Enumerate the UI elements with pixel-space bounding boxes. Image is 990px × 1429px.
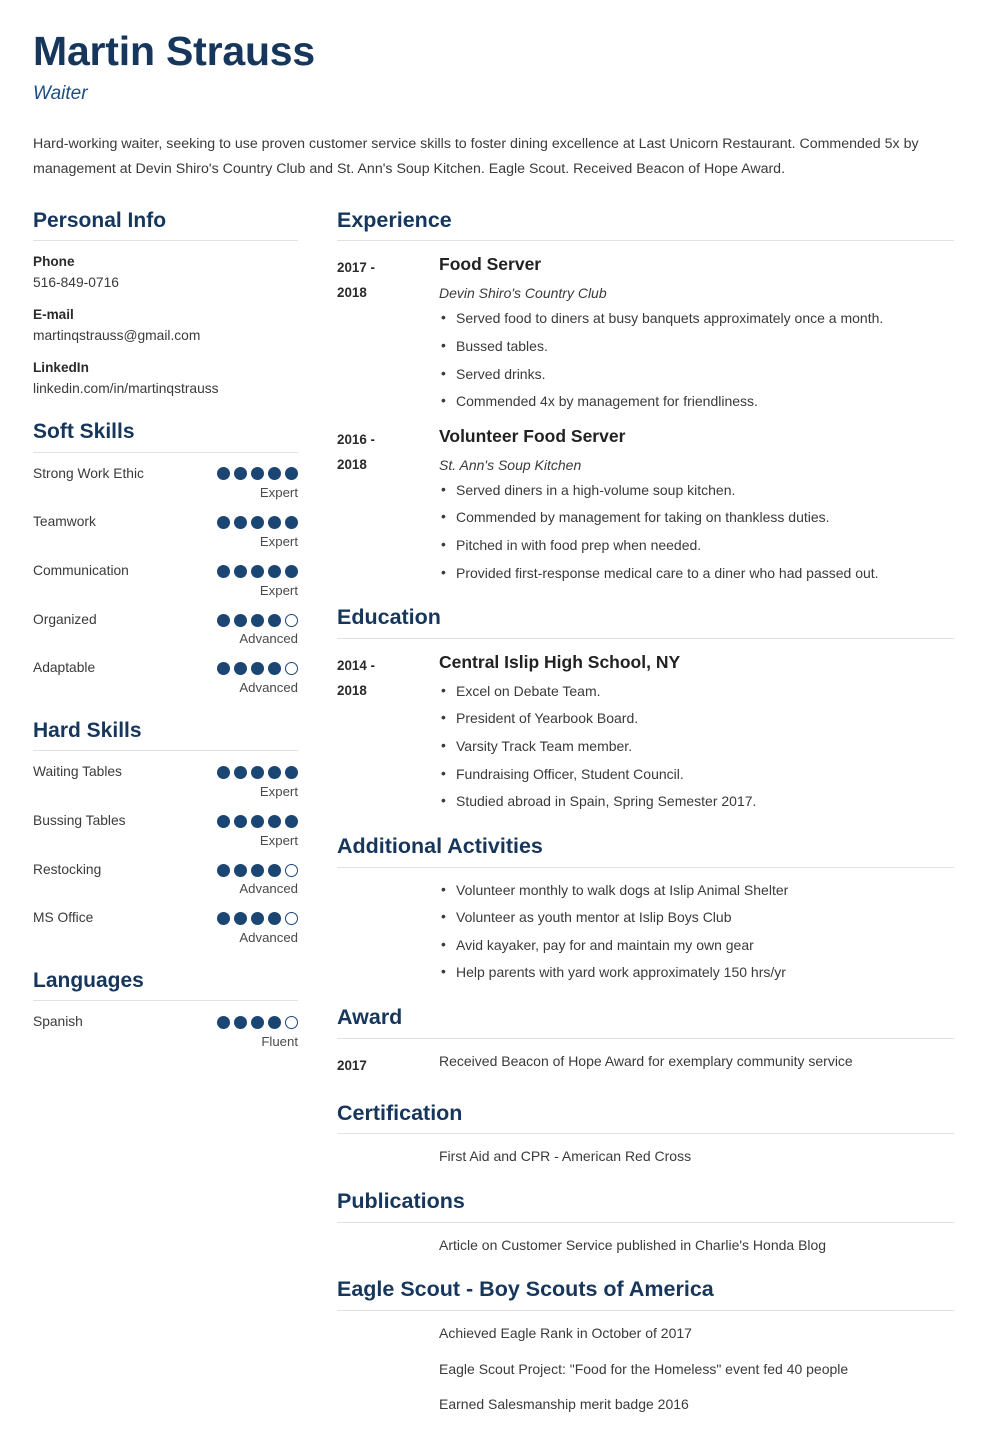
section-languages <box>33 968 298 1050</box>
rating-dot-filled <box>251 467 264 480</box>
skill-label: Waiting Tables <box>33 764 122 780</box>
education-entries <box>337 652 954 812</box>
personal-info-field-phone <box>33 254 298 292</box>
resume-entry <box>337 652 954 812</box>
skill-row-top <box>33 910 298 927</box>
bullet-item: • Fundraising Officer, Student Council. <box>439 765 954 785</box>
section-title-personal-info: Personal Info <box>33 208 167 232</box>
skill-label: Spanish <box>33 1014 83 1030</box>
bullet-item: • Volunteer as youth mentor at Islip Boys Club <box>439 908 954 928</box>
skill-row <box>33 1014 298 1050</box>
skill-label: Adaptable <box>33 660 96 676</box>
rating-dot-filled <box>285 516 298 529</box>
bullet-item: • Commended by management for taking on thankless duties. <box>439 508 954 528</box>
field-value-phone: 516-849-0716 <box>33 274 119 290</box>
rating-dot-filled <box>217 565 230 578</box>
resume-header <box>33 30 954 182</box>
rating-dot-filled <box>251 815 264 828</box>
resume-entry <box>337 254 954 411</box>
entry-date-part: 2018 <box>337 285 367 301</box>
skill-rating-dots <box>217 1016 298 1029</box>
skill-row-top <box>33 813 298 830</box>
entry-content <box>439 426 954 583</box>
skill-label: Restocking <box>33 861 102 877</box>
rating-dot-filled <box>217 864 230 877</box>
section-divider <box>337 1038 954 1039</box>
bullet-item: • Pitched in with food prep when needed. <box>439 536 954 556</box>
section-eagle-scout <box>337 1277 954 1415</box>
skill-row-top <box>33 563 298 580</box>
rating-dot-filled <box>234 1016 247 1029</box>
entry-bullets <box>439 682 954 812</box>
skill-rating-dots <box>217 766 298 779</box>
main-column <box>337 208 954 1429</box>
skill-label: MS Office <box>33 910 94 926</box>
section-soft-skills <box>33 419 298 696</box>
skill-row-top <box>33 764 298 781</box>
skill-rating-dots <box>217 467 298 480</box>
entry-content <box>439 652 954 812</box>
skill-label: Strong Work Ethic <box>33 465 144 481</box>
skill-level-label: Advanced <box>239 930 298 946</box>
skill-label: Bussing Tables <box>33 813 126 829</box>
activities-entry <box>337 881 954 983</box>
rating-dot-empty <box>285 912 298 925</box>
rating-dot-filled <box>268 662 281 675</box>
rating-dot-filled <box>251 912 264 925</box>
candidate-name: Martin Strauss <box>33 28 315 74</box>
entry-content <box>439 881 954 983</box>
entry-organization: St. Ann's Soup Kitchen <box>439 456 582 473</box>
section-personal-info <box>33 208 298 398</box>
rating-dot-filled <box>217 467 230 480</box>
section-hard-skills <box>33 718 298 946</box>
skill-row <box>33 660 298 696</box>
skill-rating-dots <box>217 815 298 828</box>
entry-date-part: 2014 - <box>337 658 375 673</box>
rating-dot-filled <box>217 766 230 779</box>
entry-role-title: Central Islip High School, NY <box>439 652 681 672</box>
skill-rating-dots <box>217 864 298 877</box>
section-certification <box>337 1101 954 1167</box>
rating-dot-filled <box>268 912 281 925</box>
bullet-item: • Served food to diners at busy banquets approximately once a month. <box>439 309 954 329</box>
skill-rating-dots <box>217 565 298 578</box>
bullet-item: • Studied abroad in Spain, Spring Semester 2017. <box>439 792 954 812</box>
skill-label: Communication <box>33 563 129 579</box>
bullet-item: • Varsity Track Team member. <box>439 737 954 757</box>
entry-content <box>439 1236 954 1256</box>
resume-summary: Hard-working waiter, seeking to use proven customer service skills to foster dining excellence at Last Unicorn Restaurant. Commended 5x by management at Devin Shiro's Country Club and St. Ann's Soup Kitchen. Eagle Scout. Received Beacon of Hope Award. <box>33 135 919 177</box>
rating-dot-filled <box>234 864 247 877</box>
skill-row-top <box>33 1014 298 1031</box>
entry-content <box>439 1147 954 1167</box>
section-divider <box>337 1222 954 1223</box>
section-title-languages: Languages <box>33 969 144 993</box>
rating-dot-filled <box>251 766 264 779</box>
section-title-education: Education <box>337 605 441 630</box>
bullet-item: • Volunteer monthly to walk dogs at Islip Animal Shelter <box>439 881 954 901</box>
section-title-award: Award <box>337 1005 403 1030</box>
eagle-scout-lines <box>439 1324 954 1415</box>
section-title-soft-skills: Soft Skills <box>33 420 135 444</box>
field-label: Phone <box>33 253 75 269</box>
entry-content <box>439 1052 954 1072</box>
rating-dot-filled <box>251 516 264 529</box>
rating-dot-filled <box>268 815 281 828</box>
eagle-scout-entry <box>337 1324 954 1415</box>
section-divider <box>337 1310 954 1311</box>
section-title-eagle-scout: Eagle Scout - Boy Scouts of America <box>337 1277 714 1302</box>
entry-date-part: 2016 - <box>337 431 375 447</box>
rating-dot-filled <box>285 565 298 578</box>
entry-date-part: 2018 <box>337 682 367 698</box>
entry-line: Achieved Eagle Rank in October of 2017 <box>439 1325 692 1342</box>
skill-level-label: Expert <box>259 533 298 549</box>
resume-body <box>33 208 954 1429</box>
section-divider <box>337 638 954 639</box>
rating-dot-filled <box>268 516 281 529</box>
section-title-additional-activities: Additional Activities <box>337 833 543 858</box>
section-divider <box>337 867 954 868</box>
skill-rating-dots <box>217 662 298 675</box>
publications-entry <box>337 1236 954 1256</box>
rating-dot-filled <box>285 467 298 480</box>
bullet-item: • Served diners in a high-volume soup kitchen. <box>439 481 954 501</box>
rating-dot-empty <box>285 614 298 627</box>
skill-level-label: Fluent <box>261 1033 298 1049</box>
entry-organization: Devin Shiro's Country Club <box>439 285 607 302</box>
section-title-hard-skills: Hard Skills <box>33 719 142 743</box>
bullet-item: • Help parents with yard work approximately 150 hrs/yr <box>439 963 954 983</box>
entry-line: Earned Salesmanship merit badge 2016 <box>439 1396 689 1413</box>
field-value-email: martinqstrauss@gmail.com <box>33 327 201 343</box>
bullet-item: • Served drinks. <box>439 365 954 385</box>
entry-date-range <box>337 652 439 704</box>
rating-dot-filled <box>234 815 247 828</box>
rating-dot-filled <box>251 565 264 578</box>
entry-date-empty <box>337 1147 439 1149</box>
skill-row-top <box>33 612 298 629</box>
rating-dot-filled <box>234 516 247 529</box>
skill-row-top <box>33 660 298 677</box>
skill-row-top <box>33 514 298 531</box>
rating-dot-empty <box>285 1016 298 1029</box>
rating-dot-filled <box>217 662 230 675</box>
field-label: LinkedIn <box>33 359 89 375</box>
rating-dot-filled <box>268 467 281 480</box>
section-title-certification: Certification <box>337 1100 463 1125</box>
skill-label: Organized <box>33 611 97 627</box>
skill-row <box>33 466 298 502</box>
skill-level-label: Advanced <box>239 631 298 647</box>
bullet-item: • President of Yearbook Board. <box>439 709 954 729</box>
skill-row-top <box>33 862 298 879</box>
rating-dot-filled <box>217 815 230 828</box>
section-additional-activities <box>337 834 954 983</box>
rating-dot-filled <box>234 912 247 925</box>
personal-info-field-linkedin <box>33 360 298 398</box>
rating-dot-filled <box>217 912 230 925</box>
certification-entry <box>337 1147 954 1167</box>
rating-dot-empty <box>285 864 298 877</box>
entry-date-range <box>337 254 439 306</box>
award-year: 2017 <box>337 1057 367 1073</box>
rating-dot-filled <box>251 864 264 877</box>
rating-dot-filled <box>217 614 230 627</box>
bullet-item: • Bussed tables. <box>439 337 954 357</box>
entry-date-empty <box>337 1324 439 1326</box>
rating-dot-filled <box>234 565 247 578</box>
rating-dot-filled <box>268 614 281 627</box>
skill-row <box>33 813 298 849</box>
languages-list <box>33 1014 298 1050</box>
certification-lines <box>439 1147 954 1167</box>
section-divider <box>337 1133 954 1134</box>
skill-row <box>33 612 298 648</box>
section-title-experience: Experience <box>337 207 452 232</box>
rating-dot-filled <box>234 766 247 779</box>
section-publications <box>337 1189 954 1255</box>
entry-line: Article on Customer Service published in Charlie's Honda Blog <box>439 1236 827 1253</box>
section-divider <box>33 1000 298 1001</box>
field-value-linkedin: linkedin.com/in/martinqstrauss <box>33 380 219 396</box>
skill-level-label: Advanced <box>239 881 298 897</box>
rating-dot-filled <box>251 1016 264 1029</box>
skill-row <box>33 563 298 599</box>
rating-dot-filled <box>268 1016 281 1029</box>
skill-row <box>33 862 298 898</box>
field-label: E-mail <box>33 306 74 322</box>
rating-dot-filled <box>285 815 298 828</box>
award-date <box>337 1052 439 1079</box>
rating-dot-filled <box>268 766 281 779</box>
entry-line: First Aid and CPR - American Red Cross <box>439 1148 692 1165</box>
entry-role-title: Volunteer Food Server <box>439 425 626 446</box>
skill-level-label: Expert <box>259 832 298 848</box>
bullet-item: • Excel on Debate Team. <box>439 682 954 702</box>
skill-level-label: Expert <box>259 485 298 501</box>
skill-row-top <box>33 466 298 483</box>
rating-dot-filled <box>217 516 230 529</box>
experience-entries <box>337 254 954 583</box>
entry-bullets <box>439 481 954 583</box>
entry-bullets <box>439 309 954 411</box>
rating-dot-filled <box>268 864 281 877</box>
section-divider <box>337 240 954 241</box>
rating-dot-filled <box>268 565 281 578</box>
section-award <box>337 1005 954 1079</box>
award-entry <box>337 1052 954 1079</box>
sidebar-column <box>33 208 298 1064</box>
skill-row <box>33 910 298 946</box>
entry-date-part: 2017 - <box>337 260 375 276</box>
resume-entry <box>337 426 954 583</box>
entry-content <box>439 1324 954 1415</box>
personal-info-field-email <box>33 307 298 345</box>
section-divider <box>33 452 298 453</box>
rating-dot-filled <box>285 766 298 779</box>
soft-skills-list <box>33 466 298 697</box>
section-title-publications: Publications <box>337 1189 465 1213</box>
section-divider <box>33 240 298 241</box>
candidate-job-title: Waiter <box>33 83 88 105</box>
skill-rating-dots <box>217 614 298 627</box>
skill-rating-dots <box>217 516 298 529</box>
skill-level-label: Advanced <box>239 680 298 696</box>
rating-dot-filled <box>251 662 264 675</box>
entry-date-range <box>337 426 439 478</box>
rating-dot-filled <box>217 1016 230 1029</box>
skill-level-label: Expert <box>259 582 298 598</box>
section-divider <box>33 750 298 751</box>
rating-dot-empty <box>285 662 298 675</box>
skill-level-label: Expert <box>259 783 298 799</box>
bullet-item: • Avid kayaker, pay for and maintain my own gear <box>439 936 954 956</box>
skill-rating-dots <box>217 912 298 925</box>
skill-label: Teamwork <box>33 514 96 530</box>
entry-date-empty <box>337 881 439 883</box>
activities-bullets <box>439 881 954 983</box>
entry-line: Eagle Scout Project: "Food for the Homeless" event fed 40 people <box>439 1360 849 1377</box>
bullet-item: • Provided first-response medical care to a diner who had passed out. <box>439 564 954 584</box>
skill-row <box>33 764 298 800</box>
rating-dot-filled <box>234 614 247 627</box>
rating-dot-filled <box>251 614 264 627</box>
entry-content <box>439 254 954 411</box>
rating-dot-filled <box>234 662 247 675</box>
bullet-item: • Commended 4x by management for friendliness. <box>439 392 954 412</box>
rating-dot-filled <box>234 467 247 480</box>
entry-role-title: Food Server <box>439 254 542 275</box>
hard-skills-list <box>33 764 298 946</box>
award-text: Received Beacon of Hope Award for exemplary community service <box>439 1052 853 1069</box>
section-experience <box>337 208 954 584</box>
skill-row <box>33 514 298 550</box>
entry-date-part: 2018 <box>337 456 367 472</box>
entry-date-empty <box>337 1236 439 1238</box>
section-education <box>337 605 954 812</box>
publications-lines <box>439 1236 954 1256</box>
